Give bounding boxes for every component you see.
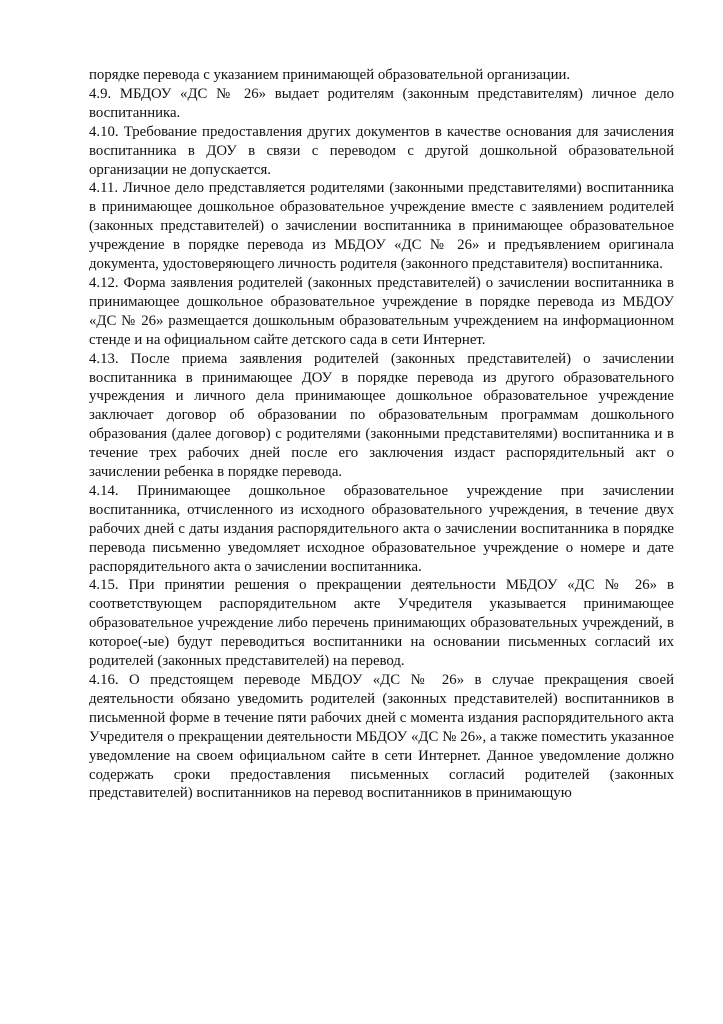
paragraph-4-15: 4.15. При принятии решения о прекращении деятельности МБДОУ «ДС № 26» в соответствующем распорядительном акте Учредителя указывается принимающее образовательное учреждение либо перечень принимающих образовательных учреждений, в которое(-ые) будут переводиться воспитанники на основании письменных согласий их родителей (законных представителей) на перевод.	[89, 577, 674, 670]
paragraph-continuation: порядке перевода с указанием принимающей образовательной организации.	[89, 67, 571, 83]
paragraph-4-16: 4.16. О предстоящем переводе МБДОУ «ДС № 26» в случае прекращения своей деятельности обязано уведомить родителей (законных представителей) воспитанников в письменной форме в течение пяти рабочих дней с момента издания распорядительного акта Учредителя о прекращении деятельности МБДОУ «ДС № 26», а также поместить указанное уведомление на своем официальном сайте в сети Интернет. Данное уведомление должно содержать сроки предоставления письменных согласий родителей (законных представителей) воспитанников на перевод воспитанников в принимающую	[89, 672, 674, 802]
paragraph-4-10: 4.10. Требование предоставления других документов в качестве основания для зачисления воспитанника в ДОУ в связи с переводом с другой дошкольной образовательной организации не допускается.	[89, 123, 674, 178]
document-page	[89, 66, 674, 803]
paragraph-4-14: 4.14. Принимающее дошкольное образовательное учреждение при зачислении воспитанника, отчисленного из исходного образовательного учреждения, в течение двух рабочих дней с даты издания распорядительного акта о зачислении воспитанника в порядке перевода письменно уведомляет исходное образовательное учреждение о номере и дате распорядительного акта о зачислении воспитанника.	[89, 482, 674, 575]
paragraph-4-13: 4.13. После приема заявления родителей (законных представителей) о зачислении воспитанника в принимающее ДОУ в порядке перевода из другого образовательного учреждения и личного дела принимающее дошкольное образовательное учреждение заключает договор об образовании по образовательным программам дошкольного образования (далее договор) с родителями (законными представителями) воспитанника и в течение трех рабочих дней после его заключения издаст распорядительный акт о зачислении ребенка в порядке перевода.	[89, 350, 674, 481]
paragraph-4-9: 4.9. МБДОУ «ДС № 26» выдает родителям (законным представителям) личное дело воспитанника.	[89, 85, 674, 121]
paragraph-4-11: 4.11. Личное дело представляется родителями (законными представителями) воспитанника в принимающее дошкольное образовательное учреждение вместе с заявлением родителей (законных представителей) о зачислении воспитанника в принимающее образовательное учреждение в порядке перевода из МБДОУ «ДС № 26» и предъявлением оригинала документа, удостоверяющего личность родителя (законного представителя) воспитанника.	[89, 180, 674, 273]
paragraph-4-12: 4.12. Форма заявления родителей (законных представителей) о зачислении воспитанника в принимающее дошкольное образовательное учреждение в порядке перевода из МБДОУ «ДС № 26» размещается дошкольным образовательным учреждением на информационном стенде и на официальном сайте детского сада в сети Интернет.	[89, 274, 674, 348]
